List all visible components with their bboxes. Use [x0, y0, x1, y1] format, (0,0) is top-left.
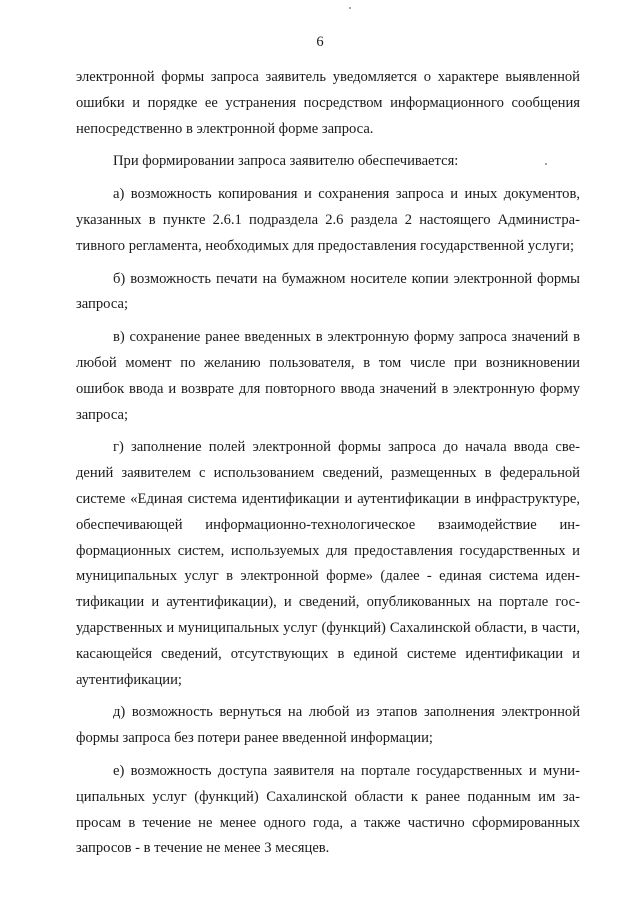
paragraph-item-b: б) возможность печати на бумажном носителе копии электронной формы запроса;	[76, 270, 580, 313]
paragraph-item-d: д) возможность вернуться на любой из этапов заполнения электронной формы запроса без потери ранее введенной информации;	[76, 704, 580, 747]
document-body	[76, 65, 580, 862]
paragraph-request-intro: При формировании запроса заявителю обеспечивается:	[113, 153, 459, 170]
scan-speck	[545, 163, 547, 165]
scan-speck	[349, 7, 351, 9]
paragraph-item-g: г) заполнение полей электронной формы запроса до начала ввода сведений заявителем с использованием сведений, размещенных в федеральной системе «Единая система идентификации и аутентификации в инфраструктуре, обеспечивающей информационно-технологическое взаимодействие информационных систем, используемых для предоставления государственных и муниципальных услуг в электронной форме» (далее - единая система идентификации и аутентификации), и сведений, опубликованных на портале государственных и муниципальных услуг (функций) Сахалинской области, в части, касающейся сведений, отсутствующих в единой системе идентификации и аутентификации;	[76, 439, 580, 688]
paragraph-error-notice: электронной формы запроса заявитель уведомляется о характере выявленной ошибки и порядке ее устранения посредством информационного сообщения непосредственно в электронной форме запроса.	[76, 69, 580, 137]
page-number: 6	[316, 34, 324, 50]
paragraph-item-v: в) сохранение ранее введенных в электронную форму запроса значений в любой момент по желанию пользователя, в том числе при возникновении ошибок ввода и возврате для повторного ввода значений в электронную форму запроса;	[76, 329, 580, 423]
paragraph-item-a: а) возможность копирования и сохранения запроса и иных документов, указанных в пункте 2.6.1 подраздела 2.6 раздела 2 настоящего Административного регламента, необходимых для предоставления государственной услуги;	[76, 186, 580, 254]
paragraph-item-e: е) возможность доступа заявителя на портале государственных и муниципальных услуг (функций) Сахалинской области к ранее поданным им запросам в течение не менее одного года, а также частично сформированных запросов - в течение не менее 3 месяцев.	[76, 762, 580, 857]
